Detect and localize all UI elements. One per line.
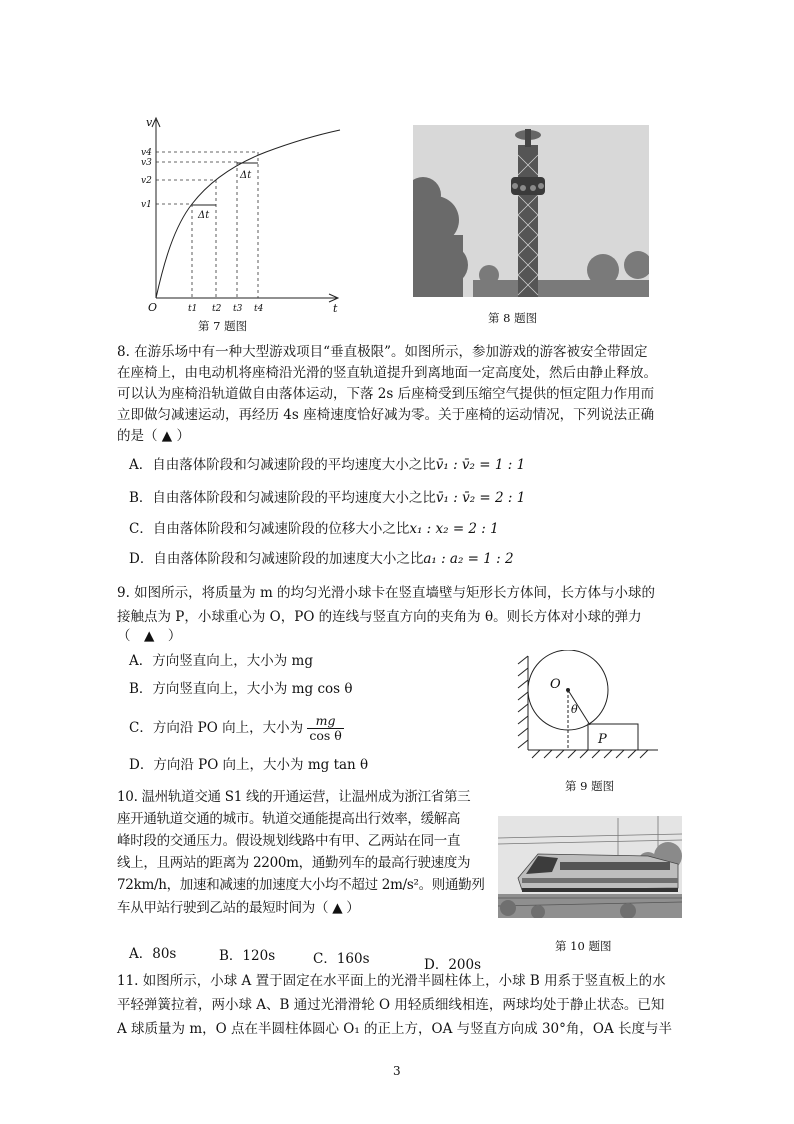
fig7-t4-label: t4 — [254, 304, 264, 314]
q9-option-c — [129, 714, 344, 743]
fig7-delta-label-1: Δt — [198, 210, 210, 221]
q8-line-3: 可以认为座椅沿轨道做自由落体运动，下落 2s 后座椅受到压缩空气提供的恒定阻力作用而 — [117, 386, 655, 402]
fig7-v-axis-label: v — [146, 116, 153, 129]
q8-option-a-math: v̄₁ : v̄₂ = 1 : 1 — [435, 457, 526, 473]
fig7-v3-label: v3 — [141, 158, 152, 168]
q10-option-a: A．80s — [129, 946, 177, 962]
q10-line-5: 72km/h，加速和减速的加速度大小均不超过 2m/s²。则通勤列 — [117, 877, 485, 893]
q8-option-c-text: C．自由落体阶段和匀减速阶段的位移大小之比 — [129, 521, 410, 537]
q9-option-c-fraction — [307, 714, 343, 743]
q11-line-3: A 球质量为 m，O 点在半圆柱体圆心 O₁ 的正上方，OA 与竖直方向成 30°角，OA 长度与半 — [117, 1021, 672, 1037]
page-number: 3 — [393, 1064, 401, 1078]
q10-option-c: C．160s — [313, 951, 370, 967]
fig9-center-dot — [566, 688, 570, 692]
fig9-diagram — [512, 650, 662, 770]
fig7-v1-label: v1 — [141, 200, 152, 210]
q9-line-1: 9. 如图所示，将质量为 m 的均匀光滑小球卡在竖直墙壁与矩形长方体间，长方体与小球的 — [117, 585, 656, 601]
q9-option-d: D．方向沿 PO 向上，大小为 mg tan θ — [129, 757, 369, 773]
q9-option-c-numerator: mg — [307, 714, 343, 729]
q11-line-1: 11. 如图所示，小球 A 置于固定在水平面上的光滑半圆柱体上，小球 B 用系于竖直板上的水 — [117, 973, 666, 989]
fig10-photo — [498, 816, 682, 918]
q9-option-a: A．方向竖直向上，大小为 mg — [129, 653, 313, 669]
fig7-t-axis-label: t — [333, 302, 338, 314]
q11-line-2: 平轻弹簧拉着，两小球 A、B 通过光滑滑轮 O 用轻质细线相连，两球均处于静止状态。已知 — [117, 997, 665, 1013]
q8-option-c-math: x₁ : x₂ = 2 : 1 — [409, 521, 499, 537]
q10-option-d: D．200s — [424, 957, 482, 973]
q8-line-2: 在座椅上，由电动机将座椅沿光滑的竖直轨道提升到离地面一定高度处，然后由静止释放。 — [117, 365, 657, 381]
q9-option-c-text: C．方向沿 PO 向上，大小为 — [129, 720, 304, 736]
fig7-graph — [140, 112, 350, 314]
fig9-wall-hatch — [518, 656, 528, 748]
q9-line-3: （ ▲ ） — [117, 628, 182, 644]
q8-option-c — [129, 520, 499, 538]
fig8-caption: 第 8 题图 — [488, 311, 538, 325]
q9-line-2: 接触点为 P，小球重心为 O，PO 的连线与竖直方向的夹角为 θ。则长方体对小球的弹力 — [117, 609, 642, 625]
q10-option-b: B．120s — [219, 948, 276, 964]
train — [518, 854, 678, 892]
q8-option-d — [129, 550, 514, 568]
q8-option-b — [129, 489, 525, 507]
q10-line-3: 峰时段的交通压力。假设规划线路中有甲、乙两站在同一直 — [117, 833, 461, 849]
fig9-floor-hatch — [532, 750, 648, 758]
fig9-caption: 第 9 题图 — [565, 779, 615, 793]
fig9-label-o: O — [550, 677, 561, 692]
q8-line-5: 的是（ ▲ ） — [117, 428, 190, 444]
fig10-caption: 第 10 题图 — [555, 939, 612, 953]
fig7-caption: 第 7 题图 — [198, 319, 248, 333]
fig7-curve — [156, 130, 340, 298]
fig8-photo — [413, 125, 649, 297]
fig7-t2-label: t2 — [212, 304, 222, 314]
fig9-label-p: P — [598, 732, 607, 747]
q8-option-b-math: v̄₁ : v̄₂ = 2 : 1 — [435, 490, 526, 506]
q8-option-a — [129, 456, 525, 474]
fig7-v2-label: v2 — [141, 176, 152, 186]
fig7-t1-label: t1 — [188, 304, 198, 314]
fig9-block — [588, 724, 638, 750]
fig7-t3-label: t3 — [233, 304, 243, 314]
q8-line-4: 立即做匀减速运动，再经历 4s 座椅速度恰好减为零。关于座椅的运动情况，下列说法正确 — [117, 407, 655, 423]
q10-line-6: 车从甲站行驶到乙站的最短时间为（ ▲ ） — [117, 900, 360, 916]
fig7-delta-label-2: Δt — [240, 170, 252, 181]
q10-line-4: 线上，且两站的距离为 2200m，通勤列车的最高行驶速度为 — [117, 855, 471, 871]
q8-option-d-math: a₁ : a₂ = 1 : 2 — [423, 551, 514, 567]
fig9-label-theta: θ — [571, 703, 578, 716]
q9-option-b: B．方向竖直向上，大小为 mg cos θ — [129, 681, 353, 697]
q10-line-1: 10. 温州轨道交通 S1 线的开通运营，让温州成为浙江省第三 — [117, 789, 471, 805]
q8-option-b-text: B．自由落体阶段和匀减速阶段的平均速度大小之比 — [129, 490, 436, 506]
q8-line-1: 8. 在游乐场中有一种大型游戏项目“垂直极限”。如图所示，参加游戏的游客被安全带固定 — [117, 344, 648, 360]
fig7-v4-label: v4 — [141, 148, 152, 158]
fig7-origin-label: O — [148, 301, 158, 314]
q10-line-2: 座开通轨道交通的城市。轨道交通能提高出行效率，缓解高 — [117, 811, 461, 827]
q9-option-c-denominator: cos θ — [309, 728, 342, 743]
q8-option-a-text: A．自由落体阶段和匀减速阶段的平均速度大小之比 — [129, 457, 436, 473]
q8-option-d-text: D．自由落体阶段和匀减速阶段的加速度大小之比 — [129, 551, 424, 567]
